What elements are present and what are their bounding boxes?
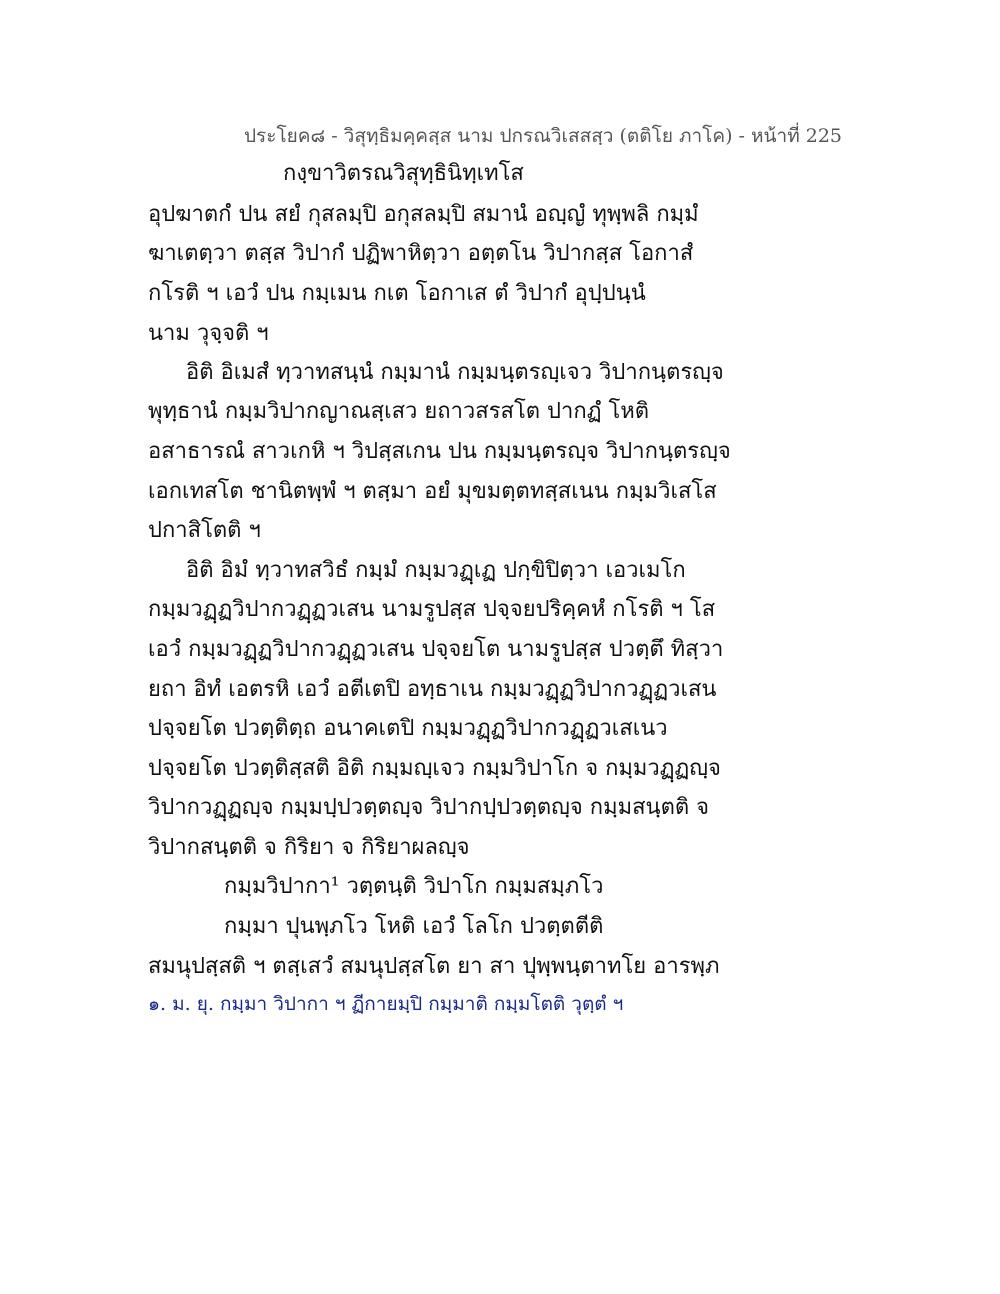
body-line: พุทฺธานํ กมฺมวิปากญาณสฺเสว ยถาวสรสโต ปากฏํ โหติ [148,399,650,424]
running-header: ประโยค๘ - วิสุทฺธิมคฺคสฺส นาม ปกรณวิเสสสฺว (ตติโย ภาโค) - หน้าที่ 225 [244,125,843,147]
body-line: กโรติ ฯ เอวํ ปน กมฺเมน กเต โอกาเส ตํ วิปากํ อุปฺปนฺนํ [148,281,646,306]
body-line: อิติ อิเมสํ ทฺวาทสนฺนํ กมฺมานํ กมฺมนฺตรญฺเจว วิปากนฺตรญฺจ [186,360,724,385]
section-title: กงฺขาวิตรณวิสุทฺธินิทฺเทโส [283,161,524,186]
body-line: อิติ อิมํ ทฺวาทสวิธํ กมฺมํ กมฺมวฏฺเฏ ปกฺขิปิตฺวา เอวเมโก [186,558,686,583]
body-line: วิปากวฏฺฏญฺจ กมฺมปฺปวตฺตญฺจ วิปากปฺปวตฺตญฺจ กมฺมสนฺตติ จ [148,795,710,820]
body-line: เอกเทสโต ชานิตพฺพํ ฯ ตสฺมา อยํ มุขมตฺตทสฺสเนน กมฺมวิเสโส [148,479,717,504]
body-line: อุปฆาตกํ ปน สยํ กุสลมฺปิ อกุสลมฺปิ สมานํ อญฺญํ ทุพฺพลิ กมฺมํ [148,202,699,227]
body-line: สมนุปสฺสติ ฯ ตสฺเสวํ สมนุปสฺสโต ยา สา ปุพฺพนฺตาทโย อารพฺภ [148,954,720,979]
body-line: ปจฺจยโต ปวตฺติสฺสติ อิติ กมฺมญฺเจว กมฺมวิปาโก จ กมฺมวฏฺฏญฺจ [148,756,721,781]
body-line: ปกาสิโตติ ฯ [148,518,261,543]
body-line: เอวํ กมฺมวฏฺฏวิปากวฏฺฏวเสน ปจฺจยโต นามรูปสฺส ปวตฺตึ ทิสฺวา [148,637,724,662]
body-line: นาม วุจฺจติ ฯ [148,321,269,346]
verse-line: กมฺมวิปากา¹ วตฺตนฺติ วิปาโก กมฺมสมฺภโว [224,874,604,899]
body-line: ยถา อิทํ เอตรหิ เอวํ อตีเตปิ อทฺธาเน กมฺมวฏฺฏวิปากวฏฺฏวเสน [148,677,717,702]
verse-line: กมฺมา ปุนพฺภโว โหติ เอวํ โลโก ปวตฺตตีติ [224,914,604,939]
body-line: ฆาเตตฺวา ตสฺส วิปากํ ปฏิพาหิตฺวา อตฺตโน วิปากสฺส โอกาสํ [148,241,694,266]
footnote: ๑. ม. ยุ. กมฺมา วิปากา ฯ ฏีกายมฺปิ กมฺมาติ กมฺมโตติ วุตฺตํ ฯ [148,993,624,1015]
body-line: กมฺมวฏฺฏวิปากวฏฺฏวเสน นามรูปสฺส ปจฺจยปริคฺคหํ กโรติ ฯ โส [148,597,716,622]
body-line: ปจฺจยโต ปวตฺติตฺถ อนาคเตปิ กมฺมวฏฺฏวิปากวฏฺฏวเสเนว [148,716,668,741]
body-line: อสาธารณํ สาวเกหิ ฯ วิปสฺสเกน ปน กมฺมนฺตรญฺจ วิปากนฺตรญฺจ [148,439,731,464]
body-line: วิปากสนฺตติ จ กิริยา จ กิริยาผลญฺจ [148,835,470,860]
